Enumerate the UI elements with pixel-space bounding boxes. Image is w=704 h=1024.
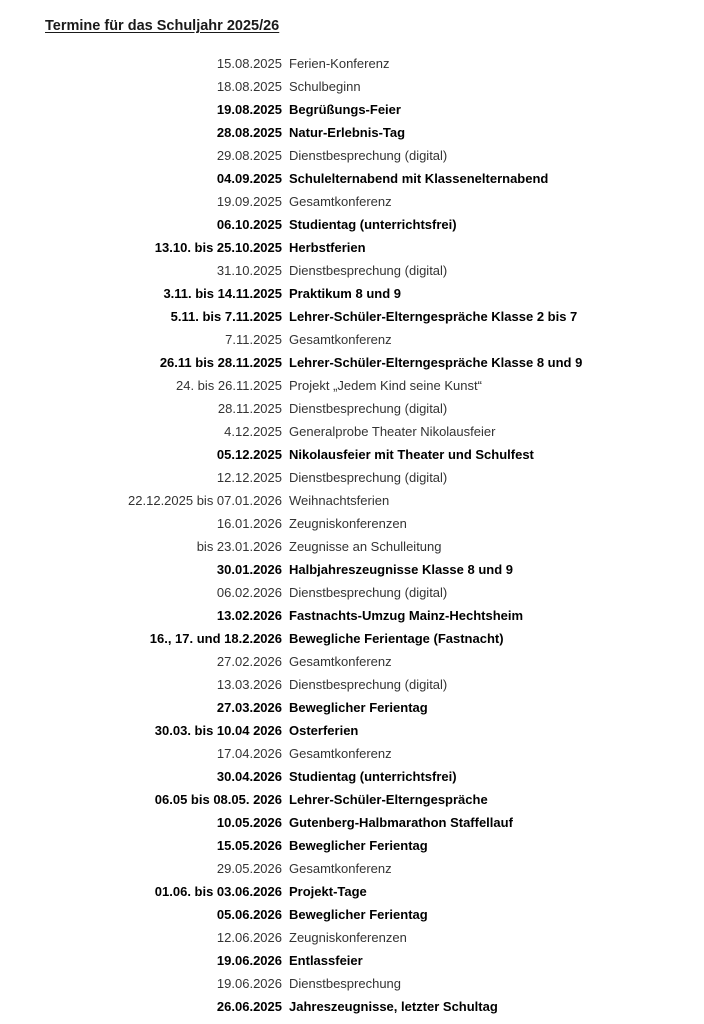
schedule-date: 5.11. bis 7.11.2025 bbox=[170, 309, 282, 324]
schedule-date: 05.12.2025 bbox=[216, 447, 282, 462]
schedule-event: Begrüßungs-Feier bbox=[289, 102, 401, 117]
schedule-date: 17.04.2026 bbox=[216, 746, 282, 761]
schedule-event: Dienstbesprechung bbox=[289, 976, 402, 991]
schedule-row bbox=[0, 903, 704, 926]
schedule-event: Zeugnisse an Schulleitung bbox=[289, 539, 442, 554]
schedule-date: 28.08.2025 bbox=[216, 125, 282, 140]
schedule-row bbox=[0, 673, 704, 696]
schedule-row bbox=[0, 374, 704, 397]
schedule-event: Praktikum 8 und 9 bbox=[289, 286, 401, 301]
schedule-event: Bewegliche Ferientage (Fastnacht) bbox=[289, 631, 504, 646]
schedule-row bbox=[0, 604, 704, 627]
schedule-event: Schulelternabend mit Klassenelternabend bbox=[289, 171, 549, 186]
schedule-row bbox=[0, 811, 704, 834]
schedule-row bbox=[0, 949, 704, 972]
schedule-row bbox=[0, 167, 704, 190]
schedule-row bbox=[0, 328, 704, 351]
schedule-event: Lehrer-Schüler-Elterngespräche Klasse 8 und 9 bbox=[289, 355, 583, 370]
schedule-row bbox=[0, 972, 704, 995]
schedule-date: 7.11.2025 bbox=[225, 332, 282, 347]
schedule-event: Halbjahreszeugnisse Klasse 8 und 9 bbox=[289, 562, 513, 577]
schedule-date: 30.01.2026 bbox=[216, 562, 282, 577]
schedule-event: Dienstbesprechung (digital) bbox=[289, 401, 448, 416]
schedule-event: Fastnachts-Umzug Mainz-Hechtsheim bbox=[289, 608, 524, 623]
schedule-row bbox=[0, 351, 704, 374]
schedule-date: 30.03. bis 10.04 2026 bbox=[154, 723, 282, 738]
schedule-row bbox=[0, 121, 704, 144]
schedule-row bbox=[0, 558, 704, 581]
schedule-date: 19.08.2025 bbox=[216, 102, 282, 117]
schedule-row bbox=[0, 719, 704, 742]
schedule-date: 19.09.2025 bbox=[216, 194, 282, 209]
schedule-date: 16., 17. und 18.2.2026 bbox=[149, 631, 282, 646]
schedule-row bbox=[0, 305, 704, 328]
schedule-row bbox=[0, 489, 704, 512]
schedule-event: Gesamtkonferenz bbox=[289, 746, 392, 761]
schedule-event: Studientag (unterrichtsfrei) bbox=[289, 769, 457, 784]
schedule-date: 24. bis 26.11.2025 bbox=[175, 378, 282, 393]
schedule-date: 15.05.2026 bbox=[216, 838, 282, 853]
schedule-row bbox=[0, 512, 704, 535]
schedule-row bbox=[0, 259, 704, 282]
schedule-event: Dienstbesprechung (digital) bbox=[289, 585, 448, 600]
schedule-row bbox=[0, 282, 704, 305]
schedule-event: Projekt „Jedem Kind seine Kunst“ bbox=[289, 378, 482, 393]
schedule-row bbox=[0, 213, 704, 236]
schedule-date: 13.03.2026 bbox=[216, 677, 282, 692]
schedule-event: Lehrer-Schüler-Elterngespräche Klasse 2 bis 7 bbox=[289, 309, 578, 324]
schedule-date: 19.06.2026 bbox=[216, 953, 282, 968]
schedule-row bbox=[0, 788, 704, 811]
schedule-date: 05.06.2026 bbox=[216, 907, 282, 922]
schedule-row bbox=[0, 765, 704, 788]
schedule-date: 26.06.2025 bbox=[216, 999, 282, 1014]
schedule-event: Weihnachtsferien bbox=[289, 493, 390, 508]
schedule-event: Beweglicher Ferientag bbox=[289, 907, 428, 922]
schedule-date: 13.10. bis 25.10.2025 bbox=[154, 240, 282, 255]
schedule-row bbox=[0, 535, 704, 558]
schedule-row bbox=[0, 144, 704, 167]
schedule-event: Nikolausfeier mit Theater und Schulfest bbox=[289, 447, 534, 462]
schedule-event: Generalprobe Theater Nikolausfeier bbox=[289, 424, 496, 439]
schedule-row bbox=[0, 696, 704, 719]
schedule-row bbox=[0, 466, 704, 489]
schedule-event: Gutenberg-Halbmarathon Staffellauf bbox=[289, 815, 513, 830]
schedule-date: 27.03.2026 bbox=[216, 700, 282, 715]
schedule-date: 01.06. bis 03.06.2026 bbox=[154, 884, 282, 899]
schedule-date: 29.05.2026 bbox=[216, 861, 282, 876]
schedule-date: 28.11.2025 bbox=[217, 401, 282, 416]
schedule-date: 15.08.2025 bbox=[216, 56, 282, 71]
schedule-event: Zeugniskonferenzen bbox=[289, 930, 407, 945]
schedule-event: Dienstbesprechung (digital) bbox=[289, 677, 448, 692]
schedule-row bbox=[0, 650, 704, 673]
schedule-row bbox=[0, 420, 704, 443]
schedule-row bbox=[0, 742, 704, 765]
schedule-date: 12.12.2025 bbox=[216, 470, 282, 485]
schedule-date: 06.10.2025 bbox=[216, 217, 282, 232]
schedule-row bbox=[0, 834, 704, 857]
schedule-date: 3.11. bis 14.11.2025 bbox=[163, 286, 282, 301]
schedule-row bbox=[0, 995, 704, 1018]
schedule-row bbox=[0, 443, 704, 466]
schedule-date: 18.08.2025 bbox=[216, 79, 282, 94]
schedule-event: Schulbeginn bbox=[289, 79, 361, 94]
schedule-event: Zeugniskonferenzen bbox=[289, 516, 407, 531]
schedule-date: 30.04.2026 bbox=[216, 769, 282, 784]
schedule-row bbox=[0, 627, 704, 650]
schedule-row bbox=[0, 880, 704, 903]
schedule-event: Dienstbesprechung (digital) bbox=[289, 470, 448, 485]
schedule-event: Dienstbesprechung (digital) bbox=[289, 263, 448, 278]
schedule-row bbox=[0, 52, 704, 75]
schedule-date: 4.12.2025 bbox=[224, 424, 282, 439]
schedule-date: bis 23.01.2026 bbox=[196, 539, 282, 554]
schedule-event: Beweglicher Ferientag bbox=[289, 838, 428, 853]
schedule-row bbox=[0, 397, 704, 420]
schedule-date: 13.02.2026 bbox=[216, 608, 282, 623]
schedule-row bbox=[0, 190, 704, 213]
schedule-date: 12.06.2026 bbox=[216, 930, 282, 945]
schedule-event: Entlassfeier bbox=[289, 953, 363, 968]
schedule-date: 27.02.2026 bbox=[216, 654, 282, 669]
schedule-date: 04.09.2025 bbox=[216, 171, 282, 186]
schedule-date: 10.05.2026 bbox=[216, 815, 282, 830]
schedule-date: 26.11 bis 28.11.2025 bbox=[159, 355, 282, 370]
schedule-event: Ferien-Konferenz bbox=[289, 56, 390, 71]
page-title: Termine für das Schuljahr 2025/26 bbox=[45, 18, 280, 34]
schedule-row bbox=[0, 98, 704, 121]
schedule-event: Gesamtkonferenz bbox=[289, 861, 392, 876]
schedule-row bbox=[0, 581, 704, 604]
schedule-event: Gesamtkonferenz bbox=[289, 654, 392, 669]
schedule-event: Projekt-Tage bbox=[289, 884, 367, 899]
schedule-row bbox=[0, 857, 704, 880]
schedule-list bbox=[0, 52, 704, 1018]
schedule-date: 29.08.2025 bbox=[216, 148, 282, 163]
schedule-row bbox=[0, 926, 704, 949]
schedule-date: 19.06.2026 bbox=[216, 976, 282, 991]
schedule-date: 16.01.2026 bbox=[216, 516, 282, 531]
schedule-event: Lehrer-Schüler-Elterngespräche bbox=[289, 792, 488, 807]
schedule-event: Gesamtkonferenz bbox=[289, 194, 392, 209]
schedule-date: 31.10.2025 bbox=[216, 263, 282, 278]
schedule-row bbox=[0, 236, 704, 259]
schedule-event: Natur-Erlebnis-Tag bbox=[289, 125, 406, 140]
schedule-event: Osterferien bbox=[289, 723, 359, 738]
schedule-event: Jahreszeugnisse, letzter Schultag bbox=[289, 999, 498, 1014]
schedule-event: Gesamtkonferenz bbox=[289, 332, 392, 347]
schedule-date: 06.02.2026 bbox=[216, 585, 282, 600]
schedule-row bbox=[0, 75, 704, 98]
schedule-event: Herbstferien bbox=[289, 240, 366, 255]
schedule-event: Studientag (unterrichtsfrei) bbox=[289, 217, 457, 232]
schedule-event: Beweglicher Ferientag bbox=[289, 700, 428, 715]
schedule-date: 22.12.2025 bis 07.01.2026 bbox=[128, 493, 282, 508]
schedule-event: Dienstbesprechung (digital) bbox=[289, 148, 448, 163]
schedule-date: 06.05 bis 08.05. 2026 bbox=[154, 792, 282, 807]
